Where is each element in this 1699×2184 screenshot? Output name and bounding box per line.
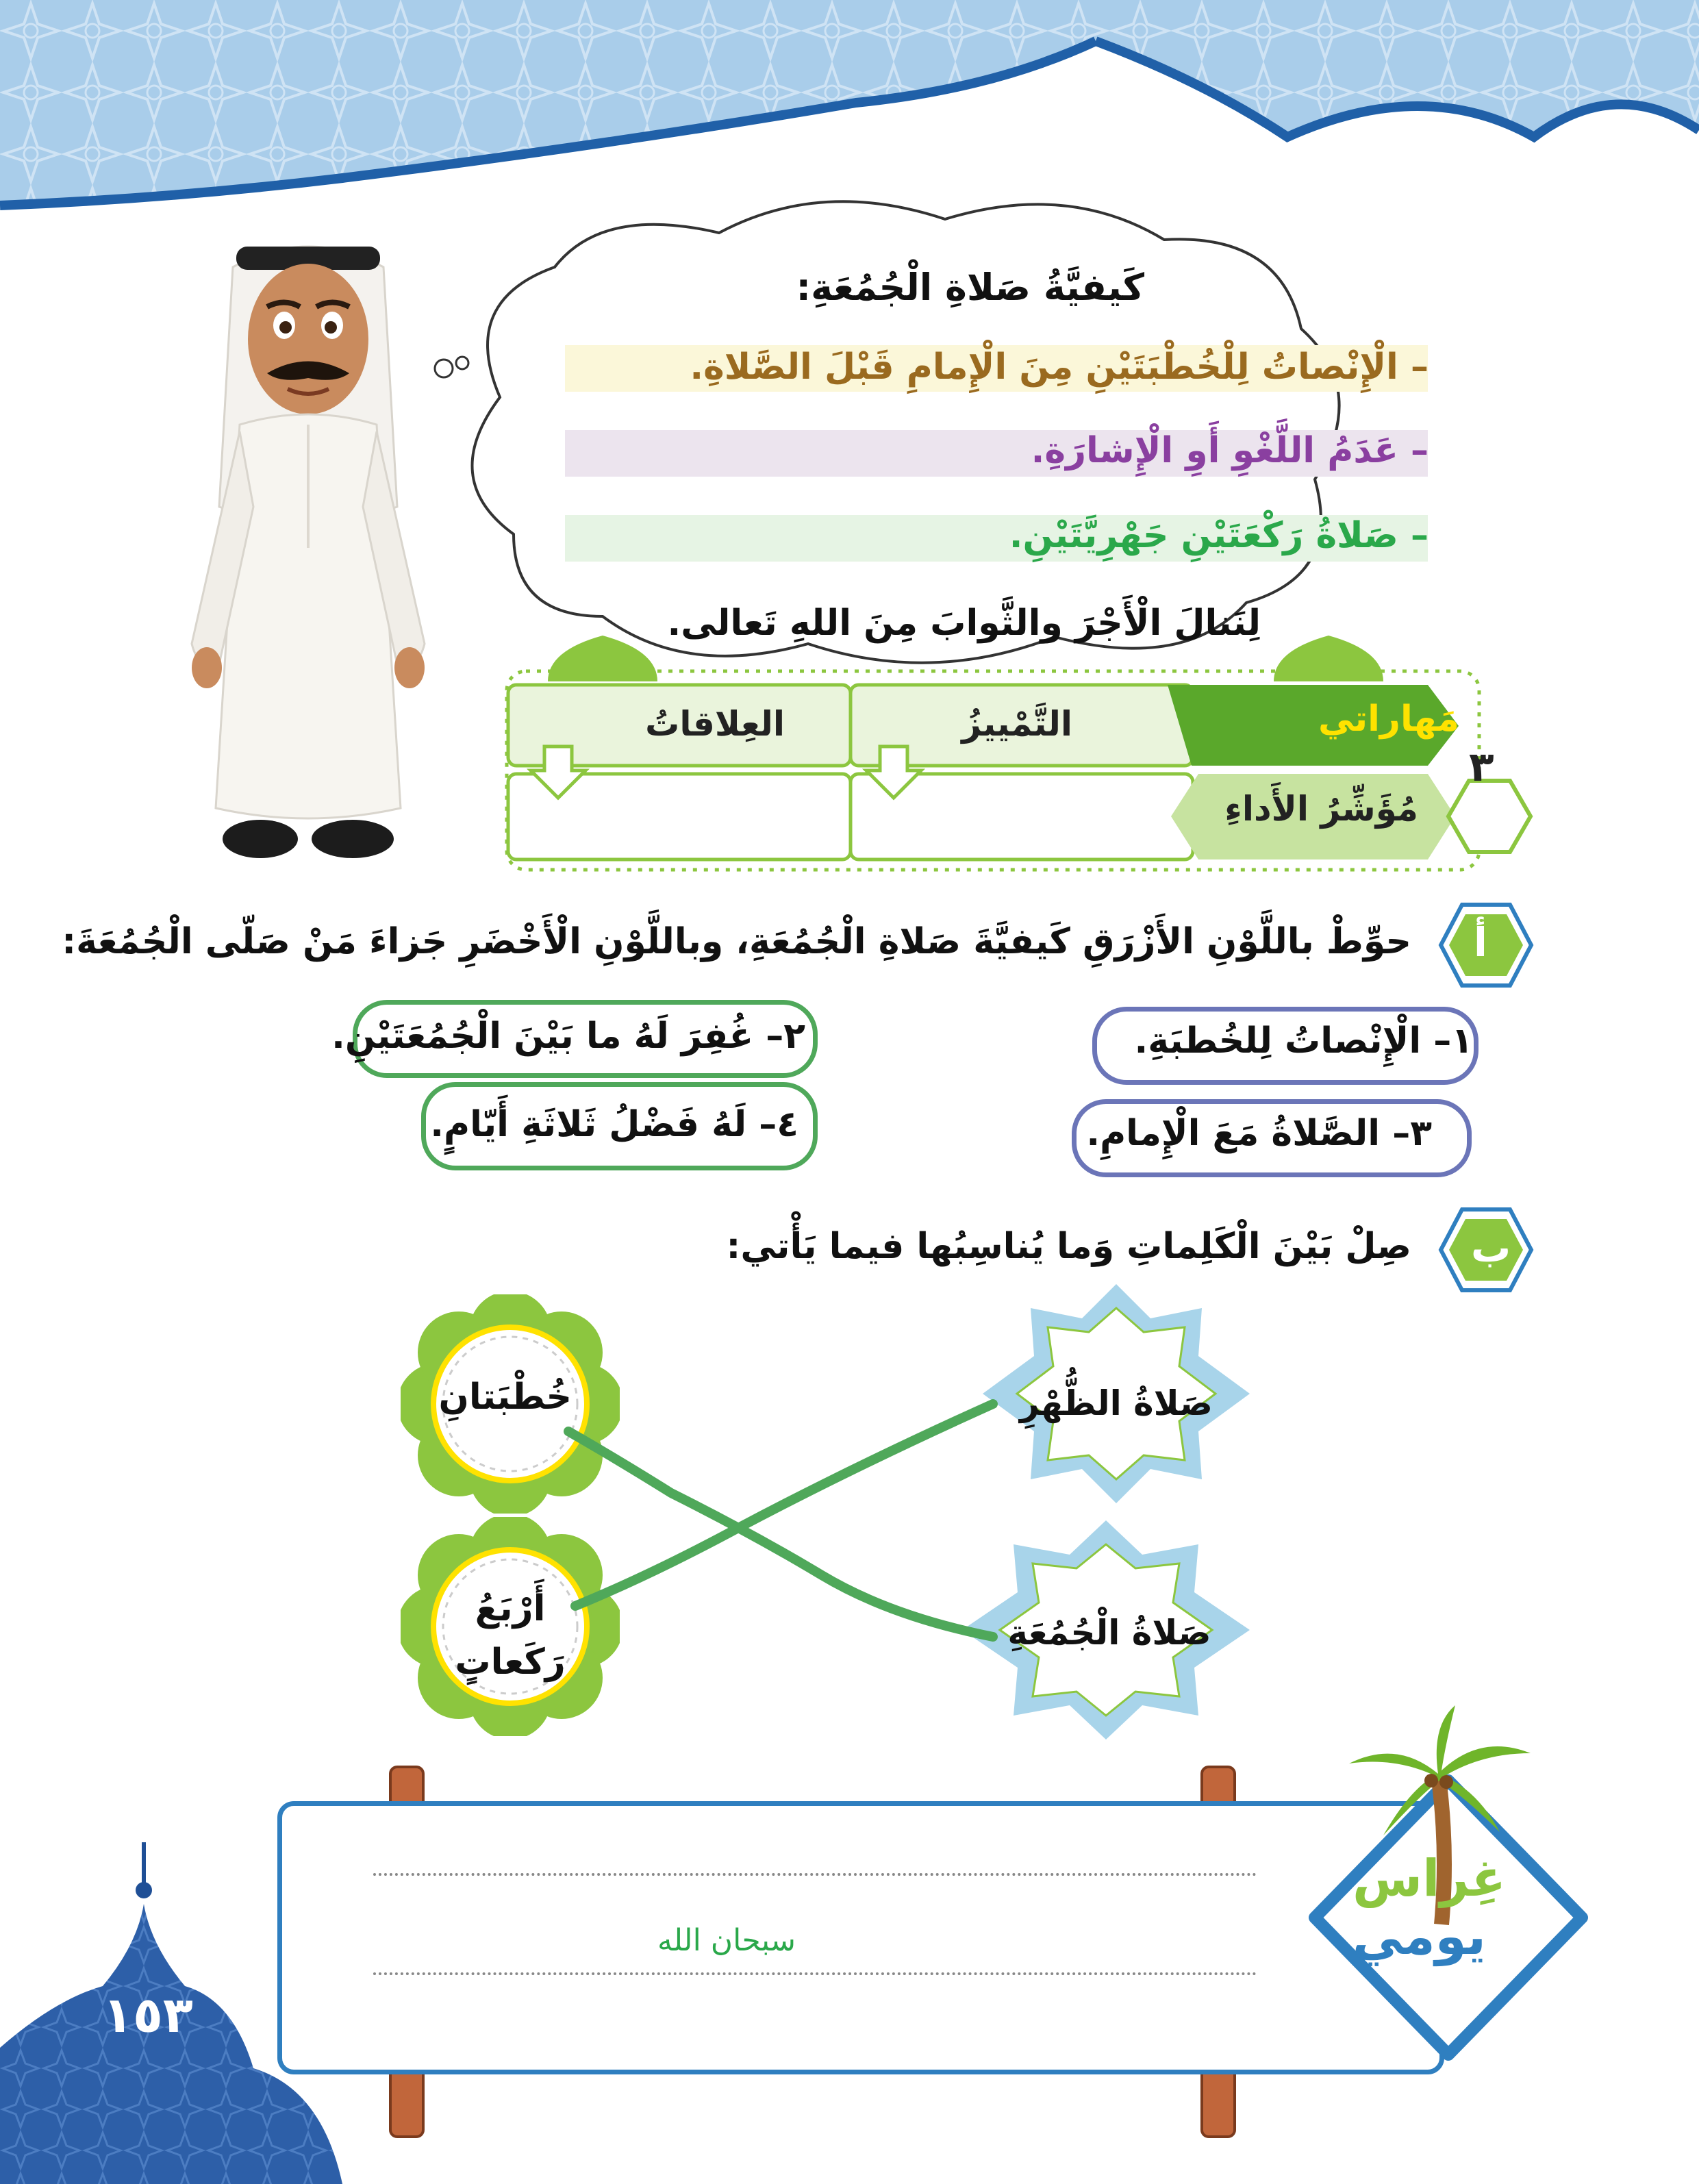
- page-number: ١٥٣: [103, 1986, 193, 2044]
- bubble-point-3: – صَلاةُ رَكْعَتَيْنِ جَهْرِيَّتَيْنِ.: [1009, 515, 1429, 556]
- column-relations: العِلاقاتُ: [645, 704, 785, 744]
- right-word-2: صَلاةُ الْجُمُعَةِ: [1007, 1613, 1211, 1653]
- bubble-point-1: – الْإِنْصاتُ لِلْخُطْبَتَيْنِ مِنَ الْإِمامِ قَبْلَ الصَّلاةِ.: [690, 347, 1429, 388]
- exercise-a-badge-letter: أ: [1474, 919, 1487, 966]
- exercise-a-item-4: ٤– لَهُ فَضْلُ ثَلاثَةِ أَيّامٍ.: [430, 1104, 798, 1145]
- column-distinguishing: التَّمْييزُ: [961, 704, 1072, 744]
- bubble-title: كَيفيَّةُ صَلاةِ الْجُمُعَةِ:: [796, 266, 1144, 309]
- daily-seed-card: [277, 1801, 1444, 2074]
- daily-seed-answer[interactable]: سبحان الله: [657, 1923, 796, 1958]
- skills-label: مَهاراتي: [1318, 699, 1459, 740]
- answer-line-1: [373, 1873, 1257, 1876]
- exercise-b-badge-letter: ب: [1471, 1225, 1511, 1271]
- left-word-1: خُطْبَتانِ: [438, 1377, 572, 1418]
- daily-seed-title-bottom: يومي: [1352, 1907, 1486, 1966]
- exercise-b-instruction: صِلْ بَيْنَ الْكَلِماتِ وَما يُناسِبُها فيما يَأْتي:: [726, 1226, 1411, 1267]
- bubble-point-2: – عَدَمُ اللَّغْوِ أَوِ الْإِشارَةِ.: [1031, 430, 1429, 471]
- exercise-a-item-1: ١– الْإِنْصاتُ لِلخُطبَةِ.: [1134, 1020, 1473, 1062]
- daily-seed-title-top: غِراس: [1352, 1849, 1507, 1908]
- exercise-a-item-3: ٣– الصَّلاةُ مَعَ الْإِمامِ.: [1086, 1113, 1432, 1154]
- exercise-a-instruction: حوِّطْ باللَّوْنِ الأَزْرَقِ كَيفيَّةَ صَلاةِ الْجُمُعَةِ، وباللَّوْنِ الْأَخْضَرِ جَزاءَ مَنْ صَلّى الْجُمُعَةَ:: [62, 921, 1411, 962]
- bubble-conclusion: لِنَنالَ الْأَجْرَ والثَّوابَ مِنَ اللهِ تَعالى.: [667, 603, 1261, 644]
- left-word-2: أَرْبَعُ رَكَعاتٍ: [455, 1588, 566, 1683]
- answer-line-2: [373, 1972, 1257, 1975]
- exercise-a-item-2: ٢– غُفِرَ لَهُ ما بَيْنَ الْجُمُعَتَيْنِ.: [331, 1016, 805, 1057]
- skills-number: ٣: [1469, 743, 1494, 791]
- right-word-1: صَلاةُ الظُّهْرِ: [1020, 1383, 1213, 1423]
- performance-indicator-label: مُؤَشِّرُ الأَداءِ: [1224, 789, 1418, 829]
